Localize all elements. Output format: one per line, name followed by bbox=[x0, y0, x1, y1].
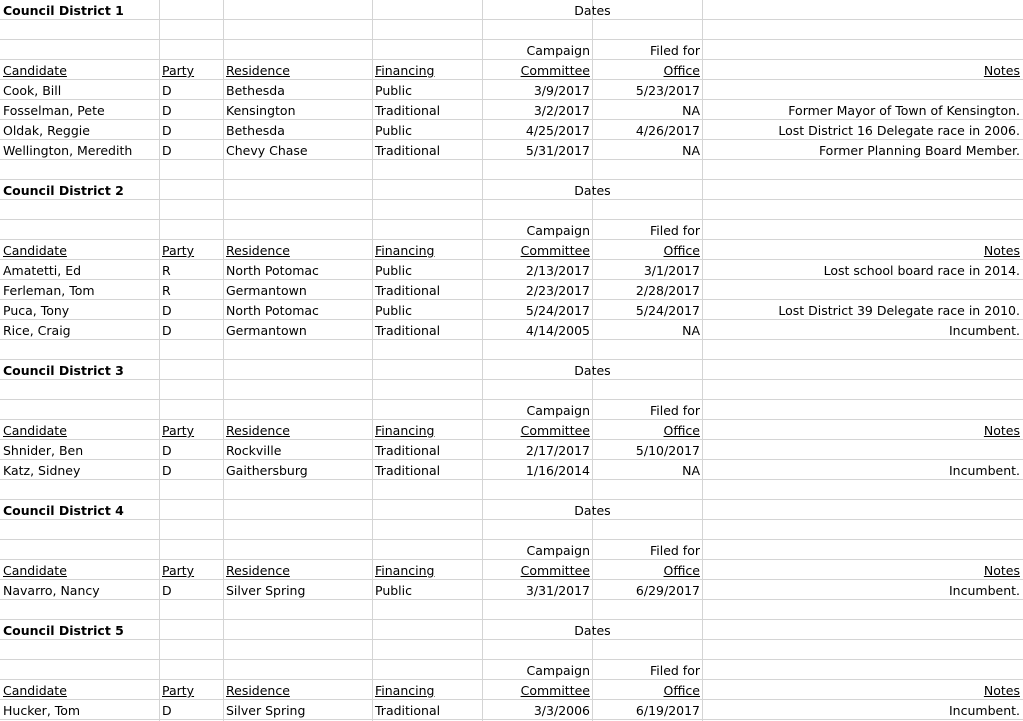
campaign-header-line1[interactable]: Campaign bbox=[526, 43, 590, 58]
district-title-row bbox=[0, 180, 1023, 200]
party-cell[interactable]: D bbox=[162, 463, 172, 478]
party-header[interactable] bbox=[160, 560, 223, 580]
dates-header[interactable]: Dates bbox=[574, 503, 611, 518]
financing-cell[interactable]: Public bbox=[375, 583, 412, 598]
filed-header-line2[interactable] bbox=[593, 240, 702, 260]
financing-header[interactable] bbox=[373, 60, 482, 80]
filed-for-office-cell[interactable]: 5/24/2017 bbox=[635, 303, 700, 318]
candidate-cell[interactable]: Cook, Bill bbox=[3, 83, 62, 98]
notes-header-text: Notes bbox=[983, 243, 1020, 258]
table-row bbox=[0, 580, 1023, 600]
campaign-header-line2[interactable] bbox=[483, 240, 592, 260]
notes-header-text: Notes bbox=[983, 63, 1020, 78]
party-header-text: Party bbox=[162, 683, 195, 698]
header-row-top bbox=[0, 400, 1023, 420]
residence-cell[interactable]: Chevy Chase bbox=[226, 143, 308, 158]
party-header[interactable] bbox=[160, 60, 223, 80]
residence-header-text: Residence bbox=[226, 243, 290, 258]
financing-cell[interactable]: Traditional bbox=[375, 703, 441, 718]
residence-cell[interactable]: Silver Spring bbox=[226, 583, 306, 598]
campaign-header-line1[interactable]: Campaign bbox=[526, 223, 590, 238]
residence-cell[interactable]: North Potomac bbox=[226, 303, 319, 318]
filed-header-line1[interactable]: Filed for bbox=[649, 43, 700, 58]
notes-cell[interactable] bbox=[703, 280, 1023, 300]
campaign-header-line2[interactable] bbox=[483, 60, 592, 80]
district-title[interactable]: Council District 5 bbox=[3, 623, 124, 638]
filed-for-office-cell[interactable]: 2/28/2017 bbox=[635, 283, 700, 298]
candidate-cell[interactable]: Rice, Craig bbox=[3, 323, 71, 338]
party-cell[interactable]: D bbox=[162, 583, 172, 598]
residence-cell[interactable]: North Potomac bbox=[226, 263, 319, 278]
header-row-top bbox=[0, 540, 1023, 560]
district-title[interactable]: Council District 4 bbox=[3, 503, 124, 518]
campaign-committee-cell[interactable]: 3/9/2017 bbox=[533, 83, 590, 98]
financing-cell[interactable]: Traditional bbox=[375, 443, 441, 458]
header-row-top bbox=[0, 220, 1023, 240]
candidate-header-text: Candidate bbox=[3, 63, 67, 78]
campaign-header-line2-text: Committee bbox=[520, 243, 590, 258]
residence-cell[interactable]: Germantown bbox=[226, 323, 307, 338]
financing-cell[interactable]: Public bbox=[375, 83, 412, 98]
residence-cell[interactable]: Bethesda bbox=[226, 83, 285, 98]
filed-for-office-cell[interactable]: 6/19/2017 bbox=[635, 703, 700, 718]
filed-header-line2[interactable] bbox=[593, 420, 702, 440]
notes-cell[interactable]: Lost District 39 Delegate race in 2010. bbox=[778, 303, 1020, 318]
notes-header-text: Notes bbox=[983, 683, 1020, 698]
filed-for-office-cell[interactable]: 5/23/2017 bbox=[635, 83, 700, 98]
dates-header[interactable]: Dates bbox=[574, 183, 611, 198]
party-cell[interactable]: D bbox=[162, 703, 172, 718]
filed-for-office-cell[interactable]: 4/26/2017 bbox=[635, 123, 700, 138]
financing-header[interactable] bbox=[373, 560, 482, 580]
residence-cell[interactable]: Gaithersburg bbox=[226, 463, 308, 478]
campaign-committee-cell[interactable]: 4/25/2017 bbox=[525, 123, 590, 138]
table-row bbox=[0, 260, 1023, 280]
notes-cell[interactable]: Former Mayor of Town of Kensington. bbox=[788, 103, 1020, 118]
notes-header[interactable] bbox=[703, 560, 1023, 580]
candidate-header[interactable] bbox=[0, 60, 159, 80]
campaign-header-line2[interactable] bbox=[483, 420, 592, 440]
header-row bbox=[0, 420, 1023, 440]
table-row bbox=[0, 140, 1023, 160]
candidate-cell[interactable]: Amatetti, Ed bbox=[3, 263, 82, 278]
residence-header-text: Residence bbox=[226, 563, 290, 578]
party-cell[interactable]: D bbox=[162, 143, 172, 158]
residence-header[interactable] bbox=[224, 60, 372, 80]
table-row bbox=[0, 440, 1023, 460]
district-title-row bbox=[0, 500, 1023, 520]
party-cell[interactable]: D bbox=[162, 323, 172, 338]
candidate-header-text: Candidate bbox=[3, 563, 67, 578]
candidate-header[interactable] bbox=[0, 680, 159, 700]
party-header-text: Party bbox=[162, 563, 195, 578]
party-cell[interactable]: R bbox=[162, 263, 171, 278]
party-cell[interactable]: D bbox=[162, 123, 172, 138]
notes-header-text: Notes bbox=[983, 563, 1020, 578]
financing-header-text: Financing bbox=[375, 683, 435, 698]
campaign-committee-cell[interactable]: 4/14/2005 bbox=[525, 323, 590, 338]
table-row bbox=[0, 320, 1023, 340]
candidate-header-text: Candidate bbox=[3, 683, 67, 698]
party-header[interactable] bbox=[160, 680, 223, 700]
filed-for-office-cell[interactable]: 6/29/2017 bbox=[635, 583, 700, 598]
campaign-committee-cell[interactable]: 3/3/2006 bbox=[533, 703, 590, 718]
candidate-cell[interactable]: Katz, Sidney bbox=[3, 463, 81, 478]
campaign-committee-cell[interactable]: 3/31/2017 bbox=[525, 583, 590, 598]
financing-cell[interactable]: Public bbox=[375, 303, 412, 318]
dates-header[interactable]: Dates bbox=[574, 3, 611, 18]
filed-for-office-cell[interactable]: NA bbox=[682, 103, 700, 118]
financing-cell[interactable]: Traditional bbox=[375, 283, 441, 298]
financing-header-text: Financing bbox=[375, 63, 435, 78]
financing-cell[interactable]: Traditional bbox=[375, 463, 441, 478]
residence-cell[interactable]: Germantown bbox=[226, 283, 307, 298]
header-row bbox=[0, 560, 1023, 580]
residence-header-text: Residence bbox=[226, 423, 290, 438]
candidate-cell[interactable]: Shnider, Ben bbox=[3, 443, 84, 458]
notes-cell[interactable]: Former Planning Board Member. bbox=[818, 143, 1020, 158]
table-row bbox=[0, 300, 1023, 320]
party-header[interactable] bbox=[160, 420, 223, 440]
header-row-top bbox=[0, 660, 1023, 680]
district-title[interactable]: Council District 3 bbox=[3, 363, 124, 378]
residence-cell[interactable]: Silver Spring bbox=[226, 703, 306, 718]
filed-for-office-cell[interactable]: NA bbox=[682, 323, 700, 338]
candidate-cell[interactable]: Hucker, Tom bbox=[3, 703, 81, 718]
party-cell[interactable]: D bbox=[162, 443, 172, 458]
party-cell[interactable]: R bbox=[162, 283, 171, 298]
notes-header[interactable] bbox=[703, 60, 1023, 80]
campaign-header-line1[interactable]: Campaign bbox=[526, 543, 590, 558]
financing-header-text: Financing bbox=[375, 243, 435, 258]
filed-for-office-cell[interactable]: 3/1/2017 bbox=[643, 263, 700, 278]
notes-header[interactable] bbox=[703, 420, 1023, 440]
notes-header[interactable] bbox=[703, 240, 1023, 260]
header-row bbox=[0, 680, 1023, 700]
campaign-header-line1[interactable]: Campaign bbox=[526, 403, 590, 418]
table-row bbox=[0, 700, 1023, 720]
party-cell[interactable]: D bbox=[162, 303, 172, 318]
filed-header-line1[interactable]: Filed for bbox=[649, 403, 700, 418]
campaign-committee-cell[interactable]: 5/24/2017 bbox=[525, 303, 590, 318]
campaign-header-line2[interactable] bbox=[483, 560, 592, 580]
filed-header-line2-text: Office bbox=[663, 243, 700, 258]
residence-header[interactable] bbox=[224, 420, 372, 440]
party-header-text: Party bbox=[162, 243, 195, 258]
header-row bbox=[0, 60, 1023, 80]
candidate-cell[interactable]: Puca, Tony bbox=[3, 303, 70, 318]
party-header-text: Party bbox=[162, 63, 195, 78]
residence-cell[interactable]: Bethesda bbox=[226, 123, 285, 138]
candidate-cell[interactable]: Fosselman, Pete bbox=[3, 103, 105, 118]
filed-header-line2-text: Office bbox=[663, 423, 700, 438]
campaign-committee-cell[interactable]: 1/16/2014 bbox=[525, 463, 590, 478]
table-row bbox=[0, 80, 1023, 100]
party-cell[interactable]: D bbox=[162, 103, 172, 118]
filed-header-line1[interactable]: Filed for bbox=[649, 543, 700, 558]
party-header-text: Party bbox=[162, 423, 195, 438]
district-title-row bbox=[0, 360, 1023, 380]
financing-cell[interactable]: Traditional bbox=[375, 323, 441, 338]
header-row-top bbox=[0, 40, 1023, 60]
financing-cell[interactable]: Public bbox=[375, 263, 412, 278]
residence-header[interactable] bbox=[224, 240, 372, 260]
filed-for-office-cell[interactable]: NA bbox=[682, 143, 700, 158]
financing-cell[interactable]: Traditional bbox=[375, 103, 441, 118]
table-row bbox=[0, 460, 1023, 480]
filed-header-line2-text: Office bbox=[663, 563, 700, 578]
dates-header[interactable]: Dates bbox=[574, 363, 611, 378]
notes-cell[interactable]: Incumbent. bbox=[948, 583, 1020, 598]
notes-cell[interactable]: Incumbent. bbox=[948, 323, 1020, 338]
financing-header-text: Financing bbox=[375, 563, 435, 578]
candidate-header-text: Candidate bbox=[3, 243, 67, 258]
candidate-header[interactable] bbox=[0, 420, 159, 440]
party-header[interactable] bbox=[160, 240, 223, 260]
candidate-cell[interactable]: Navarro, Nancy bbox=[3, 583, 100, 598]
filed-header-line1[interactable]: Filed for bbox=[649, 663, 700, 678]
district-title-row bbox=[0, 0, 1023, 20]
candidate-cell[interactable]: Oldak, Reggie bbox=[3, 123, 90, 138]
candidate-cell[interactable]: Wellington, Meredith bbox=[3, 143, 133, 158]
candidate-header[interactable] bbox=[0, 240, 159, 260]
residence-header[interactable] bbox=[224, 680, 372, 700]
filed-header-line2[interactable] bbox=[593, 680, 702, 700]
filed-for-office-cell[interactable]: 5/10/2017 bbox=[635, 443, 700, 458]
candidate-cell[interactable]: Ferleman, Tom bbox=[3, 283, 95, 298]
financing-header[interactable] bbox=[373, 240, 482, 260]
table-row bbox=[0, 120, 1023, 140]
district-title-row bbox=[0, 620, 1023, 640]
financing-header[interactable] bbox=[373, 420, 482, 440]
residence-header-text: Residence bbox=[226, 683, 290, 698]
district-title[interactable]: Council District 2 bbox=[3, 183, 124, 198]
filed-header-line2-text: Office bbox=[663, 63, 700, 78]
notes-cell[interactable]: Lost school board race in 2014. bbox=[823, 263, 1020, 278]
campaign-committee-cell[interactable]: 2/17/2017 bbox=[525, 443, 590, 458]
financing-header[interactable] bbox=[373, 680, 482, 700]
dates-header[interactable]: Dates bbox=[574, 623, 611, 638]
notes-header[interactable] bbox=[703, 680, 1023, 700]
financing-cell[interactable]: Public bbox=[375, 123, 412, 138]
campaign-committee-cell[interactable]: 3/2/2017 bbox=[533, 103, 590, 118]
filed-for-office-cell[interactable]: NA bbox=[682, 463, 700, 478]
candidate-header[interactable] bbox=[0, 560, 159, 580]
party-cell[interactable]: D bbox=[162, 83, 172, 98]
candidate-header-text: Candidate bbox=[3, 423, 67, 438]
campaign-header-line1[interactable]: Campaign bbox=[526, 663, 590, 678]
campaign-committee-cell[interactable]: 5/31/2017 bbox=[525, 143, 590, 158]
header-row bbox=[0, 240, 1023, 260]
notes-cell[interactable]: Incumbent. bbox=[948, 703, 1020, 718]
filed-header-line1[interactable]: Filed for bbox=[649, 223, 700, 238]
notes-cell[interactable]: Lost District 16 Delegate race in 2006. bbox=[778, 123, 1020, 138]
campaign-header-line2-text: Committee bbox=[520, 563, 590, 578]
notes-cell[interactable] bbox=[703, 440, 1023, 460]
campaign-committee-cell[interactable]: 2/23/2017 bbox=[525, 283, 590, 298]
table-row bbox=[0, 100, 1023, 120]
filed-header-line2[interactable] bbox=[593, 560, 702, 580]
residence-header-text: Residence bbox=[226, 63, 290, 78]
financing-header-text: Financing bbox=[375, 423, 435, 438]
residence-cell[interactable]: Rockville bbox=[226, 443, 282, 458]
notes-header-text: Notes bbox=[983, 423, 1020, 438]
campaign-header-line2-text: Committee bbox=[520, 683, 590, 698]
financing-cell[interactable]: Traditional bbox=[375, 143, 441, 158]
campaign-header-line2[interactable] bbox=[483, 680, 592, 700]
filed-header-line2[interactable] bbox=[593, 60, 702, 80]
residence-header[interactable] bbox=[224, 560, 372, 580]
residence-cell[interactable]: Kensington bbox=[226, 103, 296, 118]
notes-cell[interactable]: Incumbent. bbox=[948, 463, 1020, 478]
notes-cell[interactable] bbox=[703, 80, 1023, 100]
filed-header-line2-text: Office bbox=[663, 683, 700, 698]
campaign-header-line2-text: Committee bbox=[520, 423, 590, 438]
campaign-header-line2-text: Committee bbox=[520, 63, 590, 78]
table-row bbox=[0, 280, 1023, 300]
campaign-committee-cell[interactable]: 2/13/2017 bbox=[525, 263, 590, 278]
district-title[interactable]: Council District 1 bbox=[3, 3, 124, 18]
